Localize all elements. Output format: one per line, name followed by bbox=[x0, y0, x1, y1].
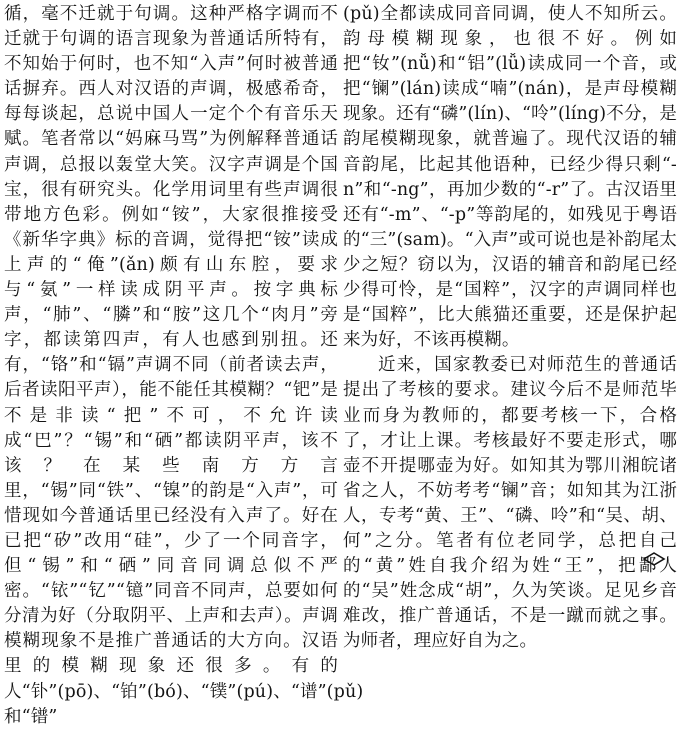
left-column bbox=[4, 2, 364, 730]
right-column bbox=[343, 2, 677, 654]
right-paragraph-1: (pǔ)全都读成同音同调，使人不知所云。韵母模糊现象，也很不好。例如把“钕”(nǚ)和“铝”(lǚ)读成同一个音，或把“镧”(lán)读成“喃”(nán)，是声母模糊现象。还有“磷”(lín)、“呤”(líng)不分，是韵尾模糊现象，就普遍了。现代汉语的辅音韵尾，比起其他语种，已经少得只剩“-n”和“-ng”，再加少数的“-r”了。古汉语里还有“-m”、“-p”等韵尾的，如残见于粤语的“三”(sam)。“入声”或可说也是补韵尾太少之短？窃以为，汉语的辅音和韵尾已经少得可怜，是“国粹”，汉字的声调同样也是“国粹”，比大熊猫还重要，还是保护起来为好，不该再模糊。 bbox=[343, 4, 677, 351]
left-paragraph-1: 循，毫不迁就于句调。这种严格字调而不迁就于句调的语言现象为普通话所特有，不知始于何时，也不知“入声”何时被普通话摒弃。西人对汉语的声调，极感希奇，每每谈起，总说中国人一定个个有音乐天赋。笔者常以“妈麻马骂”为例解释普通话声调，总报以轰堂大笑。汉字声调是个国宝，很有研究头。化学用词里有些声调很带地方色彩。例如“铵”，大家很推接受《新华字典》标的音调，觉得把“铵”读成上声的“俺”(ǎn)颇有山东腔，要求与“氨”一样读成阴平声。按字典标声，“肺”、“膦”和“胺”这几个“肉月”旁字，都读第四声，有人也感到别扭。还有，“铬”和“镉”声调不同（前者读去声，后者读阳平声），能不能任其模糊？“钯”是不是非读“把”不可，不允许读成“巴”？“锡”和“硒”都读阴平声，该不该？在某些南方方言里，“锡”同“铁”、“镍”的韵是“入声”，可惜现如今普通话里已经没有入声了。好在已把“矽”改用“硅”，少了一个同音字，但“锡”和“硒”同音同调总似不严密。“铱”“钇”“镱”同音不同声，总要如何分清为好（分取阴平、上声和去声）。声调模糊现象不是推广普通话的大方向。汉语里的模糊现象还很多。有的人“钋”(pō)、“铂”(bó)、“镤”(pú)、“谱”(pǔ)和“镨” bbox=[4, 4, 364, 727]
diamond-end-mark-icon bbox=[642, 551, 666, 567]
right-paragraph-2: 近来，国家教委已对师范生的普通话提出了考核的要求。建议今后不是师范毕业而身为教师的，都要考核一下，合格了，才让上课。考核最好不要走形式，哪壶不开提哪壶为好。如知其为鄂川湘皖诸省之人，不妨考考“镧”音；如知其为江浙人，专考“黄、王”、“磷、呤”和“吴、胡、何”之分。笔者有位老同学，总把自己的“黄”姓自我介绍为姓“王”，把鄙人的“吴”姓念成“胡”，久为笑谈。足见乡音难改，推广普通话，不是一蹴而就之事。为师者，理应好自为之。 bbox=[343, 355, 677, 652]
